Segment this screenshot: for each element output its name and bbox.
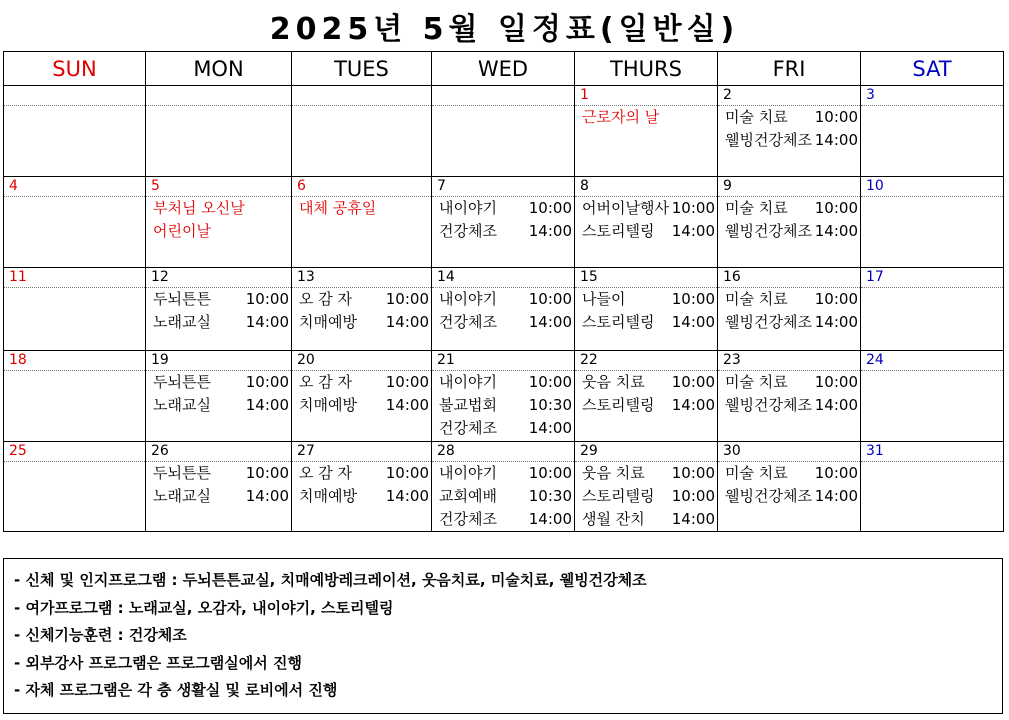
day-events-cell: [292, 106, 432, 177]
schedule-item: [582, 288, 715, 311]
program-time: 10:00: [671, 373, 715, 391]
holiday-label: [582, 106, 715, 129]
program-name: 미술 치료: [725, 108, 788, 126]
program-name: 생월 잔치: [582, 510, 645, 528]
program-name: 웰빙건강체조: [725, 131, 812, 149]
program-name: 치매예방: [299, 313, 357, 331]
program-time: 10:00: [814, 373, 858, 391]
program-time: 10:00: [245, 464, 289, 482]
program-name: 웰빙건강체조: [725, 313, 812, 331]
date-number: 1: [575, 86, 718, 106]
day-events-cell: [575, 288, 718, 351]
program-time: 14:00: [528, 419, 572, 437]
program-time: 14:00: [671, 396, 715, 414]
program-time: 10:30: [528, 487, 572, 505]
program-time: 10:00: [245, 290, 289, 308]
schedule-item: [582, 462, 715, 485]
calendar-table: [3, 51, 1004, 532]
schedule-item: [439, 417, 572, 440]
program-name: 미술 치료: [725, 373, 788, 391]
date-number: [292, 86, 432, 106]
weekday-header-row: [4, 52, 1004, 86]
date-number: 16: [718, 268, 861, 288]
schedule-item: [439, 288, 572, 311]
schedule-item: [299, 371, 429, 394]
date-number: 8: [575, 177, 718, 197]
schedule-item: [299, 485, 429, 508]
day-events-cell: [146, 371, 292, 442]
day-events-cell: [292, 462, 432, 532]
program-name: 내이야기: [439, 464, 497, 482]
schedule-item: [439, 485, 572, 508]
date-number: 24: [861, 351, 1004, 371]
program-time: 10:00: [671, 199, 715, 217]
date-number: 30: [718, 442, 861, 462]
program-time: 14:00: [814, 222, 858, 240]
schedule-item: [439, 462, 572, 485]
date-number: 11: [4, 268, 146, 288]
program-name: 노래교실: [153, 396, 211, 414]
schedule-item: [439, 394, 572, 417]
day-events-cell: [146, 197, 292, 268]
program-time: 10:00: [385, 290, 429, 308]
schedule-item: [725, 394, 858, 417]
program-name: 스토리텔링: [582, 396, 655, 414]
date-row: [4, 86, 1004, 106]
note-line: - 신체 및 인지프로그램 : 두뇌튼튼교실, 치매예방레크레이션, 웃음치료, 미술치료, 웰빙건강체조: [14, 571, 647, 589]
date-number: [4, 86, 146, 106]
events-row: [4, 288, 1004, 351]
day-events-cell: [4, 197, 146, 268]
program-time: 14:00: [814, 487, 858, 505]
date-number: 26: [146, 442, 292, 462]
weekday-header-wed: WED: [432, 52, 575, 86]
program-time: 10:00: [671, 464, 715, 482]
day-events-cell: [432, 462, 575, 532]
day-events-cell: [861, 371, 1004, 442]
schedule-item: [582, 311, 715, 334]
program-name: 오 감 자: [299, 290, 353, 308]
date-number: 29: [575, 442, 718, 462]
schedule-item: [299, 311, 429, 334]
day-events-cell: [575, 462, 718, 532]
schedule-item: [439, 197, 572, 220]
date-number: 3: [861, 86, 1004, 106]
program-time: 14:00: [814, 396, 858, 414]
schedule-item: [439, 220, 572, 243]
day-events-cell: [575, 371, 718, 442]
program-name: 오 감 자: [299, 464, 353, 482]
weekday-header-sun: SUN: [4, 52, 146, 86]
program-name: 대체 공휴일: [299, 199, 377, 217]
date-number: 2: [718, 86, 861, 106]
day-events-cell: [861, 106, 1004, 177]
program-name: 두뇌튼튼: [153, 464, 211, 482]
program-name: 미술 치료: [725, 199, 788, 217]
holiday-label: [153, 197, 289, 220]
program-time: 10:00: [385, 373, 429, 391]
day-events-cell: [4, 371, 146, 442]
program-name: 나들이: [582, 290, 626, 308]
date-number: 21: [432, 351, 575, 371]
program-name: 두뇌튼튼: [153, 290, 211, 308]
program-name: 웰빙건강체조: [725, 487, 812, 505]
day-events-cell: [861, 288, 1004, 351]
program-name: 치매예방: [299, 396, 357, 414]
program-name: 불교법회: [439, 396, 497, 414]
schedule-item: [725, 462, 858, 485]
date-row: [4, 351, 1004, 371]
schedule-item: [299, 394, 429, 417]
day-events-cell: [861, 197, 1004, 268]
date-row: [4, 268, 1004, 288]
schedule-item: [439, 508, 572, 531]
date-number: 9: [718, 177, 861, 197]
program-name: 오 감 자: [299, 373, 353, 391]
day-events-cell: [432, 197, 575, 268]
date-number: 7: [432, 177, 575, 197]
program-time: 14:00: [385, 487, 429, 505]
weekday-header-mon: MON: [146, 52, 292, 86]
events-row: [4, 106, 1004, 177]
date-number: 6: [292, 177, 432, 197]
program-time: 14:00: [528, 313, 572, 331]
schedule-item: [153, 462, 289, 485]
day-events-cell: [4, 106, 146, 177]
program-name: 웃음 치료: [582, 464, 645, 482]
program-name: 웰빙건강체조: [725, 222, 812, 240]
schedule-item: [725, 220, 858, 243]
schedule-item: [582, 485, 715, 508]
date-number: 28: [432, 442, 575, 462]
program-time: 14:00: [245, 313, 289, 331]
program-name: 노래교실: [153, 313, 211, 331]
date-number: 5: [146, 177, 292, 197]
program-name: 내이야기: [439, 290, 497, 308]
program-name: 건강체조: [439, 510, 497, 528]
date-number: 10: [861, 177, 1004, 197]
holiday-label: [153, 220, 289, 243]
program-name: 교회예배: [439, 487, 497, 505]
day-events-cell: [718, 288, 861, 351]
program-name: 미술 치료: [725, 290, 788, 308]
program-time: 10:00: [528, 373, 572, 391]
program-time: 10:00: [528, 290, 572, 308]
date-number: 18: [4, 351, 146, 371]
program-time: 14:00: [671, 222, 715, 240]
date-number: 25: [4, 442, 146, 462]
program-time: 14:00: [528, 510, 572, 528]
schedule-item: [725, 288, 858, 311]
program-time: 10:00: [814, 290, 858, 308]
day-events-cell: [432, 288, 575, 351]
program-time: 10:00: [814, 199, 858, 217]
program-time: 10:00: [385, 464, 429, 482]
schedule-item: [725, 311, 858, 334]
schedule-item: [439, 311, 572, 334]
date-number: [432, 86, 575, 106]
schedule-item: [299, 288, 429, 311]
program-name: 어버이날행사: [582, 199, 669, 217]
events-row: [4, 371, 1004, 442]
day-events-cell: [146, 106, 292, 177]
schedule-item: [153, 311, 289, 334]
program-name: 두뇌튼튼: [153, 373, 211, 391]
program-time: 14:00: [385, 396, 429, 414]
date-row: [4, 442, 1004, 462]
date-number: 17: [861, 268, 1004, 288]
calendar-body: [4, 86, 1004, 532]
schedule-item: [725, 197, 858, 220]
day-events-cell: [718, 371, 861, 442]
day-events-cell: [292, 288, 432, 351]
weekday-header-tue: TUES: [292, 52, 432, 86]
page-title: 2025년 5월 일정표(일반실): [269, 12, 740, 47]
day-events-cell: [292, 371, 432, 442]
program-name: 건강체조: [439, 222, 497, 240]
schedule-item: [153, 485, 289, 508]
day-events-cell: [575, 197, 718, 268]
program-name: 스토리텔링: [582, 313, 655, 331]
program-time: 14:00: [671, 510, 715, 528]
schedule-item: [725, 371, 858, 394]
date-number: 13: [292, 268, 432, 288]
date-number: 12: [146, 268, 292, 288]
day-events-cell: [718, 106, 861, 177]
note-line: - 외부강사 프로그램은 프로그램실에서 진행: [14, 653, 302, 672]
program-name: 웃음 치료: [582, 373, 645, 391]
schedule-item: [153, 394, 289, 417]
weekday-header-thu: THURS: [575, 52, 718, 86]
program-name: 근로자의 날: [582, 108, 660, 126]
date-number: 4: [4, 177, 146, 197]
program-time: 14:00: [814, 131, 858, 149]
note-line: - 자체 프로그램은 각 층 생활실 및 로비에서 진행: [14, 681, 338, 699]
note-line: - 신체기능훈련 : 건강체조: [14, 626, 187, 644]
schedule-item: [582, 508, 715, 531]
schedule-item: [725, 129, 858, 152]
day-events-cell: [432, 371, 575, 442]
program-time: 10:00: [528, 199, 572, 217]
events-row: [4, 462, 1004, 532]
schedule-item: [582, 220, 715, 243]
program-name: 내이야기: [439, 199, 497, 217]
program-name: 노래교실: [153, 487, 211, 505]
program-time: 10:00: [814, 108, 858, 126]
schedule-item: [725, 485, 858, 508]
date-number: 19: [146, 351, 292, 371]
program-notes: [3, 558, 1003, 714]
schedule-item: [153, 288, 289, 311]
weekday-header-sat: SAT: [861, 52, 1004, 86]
schedule-item: [153, 371, 289, 394]
program-time: 14:00: [385, 313, 429, 331]
program-time: 14:00: [245, 487, 289, 505]
program-time: 10:00: [814, 464, 858, 482]
schedule-item: [582, 197, 715, 220]
events-row: [4, 197, 1004, 268]
note-line: - 여가프로그램 : 노래교실, 오감자, 내이야기, 스토리텔링: [14, 598, 394, 617]
date-number: 23: [718, 351, 861, 371]
day-events-cell: [292, 197, 432, 268]
date-row: [4, 177, 1004, 197]
schedule-item: [725, 106, 858, 129]
program-time: 14:00: [814, 313, 858, 331]
date-number: 20: [292, 351, 432, 371]
program-time: 14:00: [528, 222, 572, 240]
day-events-cell: [4, 462, 146, 532]
day-events-cell: [861, 462, 1004, 532]
program-name: 웰빙건강체조: [725, 396, 812, 414]
program-name: 미술 치료: [725, 464, 788, 482]
schedule-item: [439, 371, 572, 394]
date-number: [146, 86, 292, 106]
day-events-cell: [718, 462, 861, 532]
holiday-label: [299, 197, 429, 220]
program-time: 10:00: [528, 464, 572, 482]
day-events-cell: [146, 288, 292, 351]
program-time: 10:30: [528, 396, 572, 414]
weekday-header-fri: FRI: [718, 52, 861, 86]
schedule-item: [582, 371, 715, 394]
program-name: 스토리텔링: [582, 487, 655, 505]
program-time: 14:00: [245, 396, 289, 414]
program-name: 치매예방: [299, 487, 357, 505]
program-time: 10:00: [671, 290, 715, 308]
program-name: 건강체조: [439, 419, 497, 437]
schedule-item: [299, 462, 429, 485]
program-time: 10:00: [245, 373, 289, 391]
day-events-cell: [718, 197, 861, 268]
day-events-cell: [146, 462, 292, 532]
program-name: 내이야기: [439, 373, 497, 391]
schedule-item: [582, 394, 715, 417]
program-name: 건강체조: [439, 313, 497, 331]
date-number: 15: [575, 268, 718, 288]
day-events-cell: [432, 106, 575, 177]
day-events-cell: [4, 288, 146, 351]
program-name: 어린이날: [153, 222, 211, 240]
program-name: 부처님 오신날: [153, 199, 245, 217]
date-number: 22: [575, 351, 718, 371]
date-number: 27: [292, 442, 432, 462]
day-events-cell: [575, 106, 718, 177]
date-number: 14: [432, 268, 575, 288]
program-name: 스토리텔링: [582, 222, 655, 240]
program-time: 14:00: [671, 313, 715, 331]
date-number: 31: [861, 442, 1004, 462]
program-time: 10:00: [671, 487, 715, 505]
